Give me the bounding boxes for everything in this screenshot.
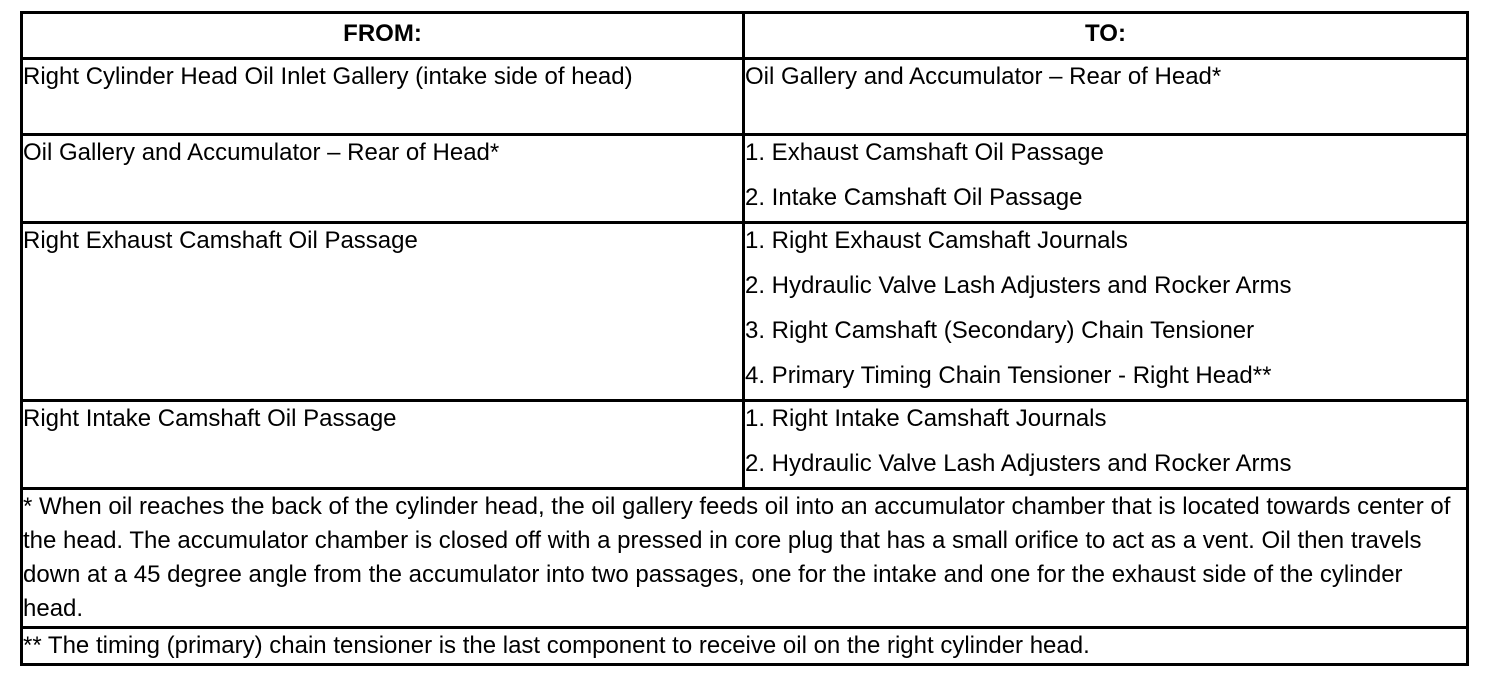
to-item: 1. Right Intake Camshaft Journals bbox=[745, 405, 1107, 432]
table-header-row bbox=[22, 13, 1468, 59]
footnote-single-asterisk: * When oil reaches the back of the cylinder head, the oil gallery feeds oil into an accumulator chamber that is located towards center of the head. The accumulator chamber is closed off with a pressed in core plug that has a small orifice to act as a vent. Oil then travels down at a 45 degree angle from the accumulator into two passages, one for the intake and one for the exhaust side of the cylinder head. bbox=[22, 489, 1468, 628]
to-item: 2. Hydraulic Valve Lash Adjusters and Rocker Arms bbox=[745, 450, 1292, 477]
to-item: 1. Exhaust Camshaft Oil Passage bbox=[745, 139, 1104, 166]
to-cell bbox=[744, 223, 1468, 401]
to-cell bbox=[744, 59, 1468, 135]
from-cell: Right Intake Camshaft Oil Passage bbox=[22, 401, 744, 489]
table-row bbox=[22, 223, 1468, 401]
table-row bbox=[22, 401, 1468, 489]
to-item: 2. Hydraulic Valve Lash Adjusters and Rocker Arms bbox=[745, 272, 1292, 299]
to-item: 1. Right Exhaust Camshaft Journals bbox=[745, 227, 1128, 254]
from-cell: Right Cylinder Head Oil Inlet Gallery (intake side of head) bbox=[22, 59, 744, 135]
from-cell: Right Exhaust Camshaft Oil Passage bbox=[22, 223, 744, 401]
from-column-header: FROM: bbox=[22, 13, 744, 59]
to-cell bbox=[744, 401, 1468, 489]
table-row bbox=[22, 59, 1468, 135]
from-cell: Oil Gallery and Accumulator – Rear of Head* bbox=[22, 135, 744, 223]
to-column-header: TO: bbox=[744, 13, 1468, 59]
footnote-double-asterisk: ** The timing (primary) chain tensioner is the last component to receive oil on the right cylinder head. bbox=[22, 628, 1468, 665]
table-row bbox=[22, 135, 1468, 223]
to-item: 4. Primary Timing Chain Tensioner - Right Head** bbox=[745, 362, 1272, 389]
footnote-row bbox=[22, 489, 1468, 628]
oil-flow-table bbox=[20, 11, 1469, 666]
to-cell bbox=[744, 135, 1468, 223]
to-item: 2. Intake Camshaft Oil Passage bbox=[745, 184, 1083, 211]
to-item: Oil Gallery and Accumulator – Rear of Head* bbox=[745, 63, 1222, 90]
to-item: 3. Right Camshaft (Secondary) Chain Tensioner bbox=[745, 317, 1255, 344]
footnote-row bbox=[22, 628, 1468, 665]
